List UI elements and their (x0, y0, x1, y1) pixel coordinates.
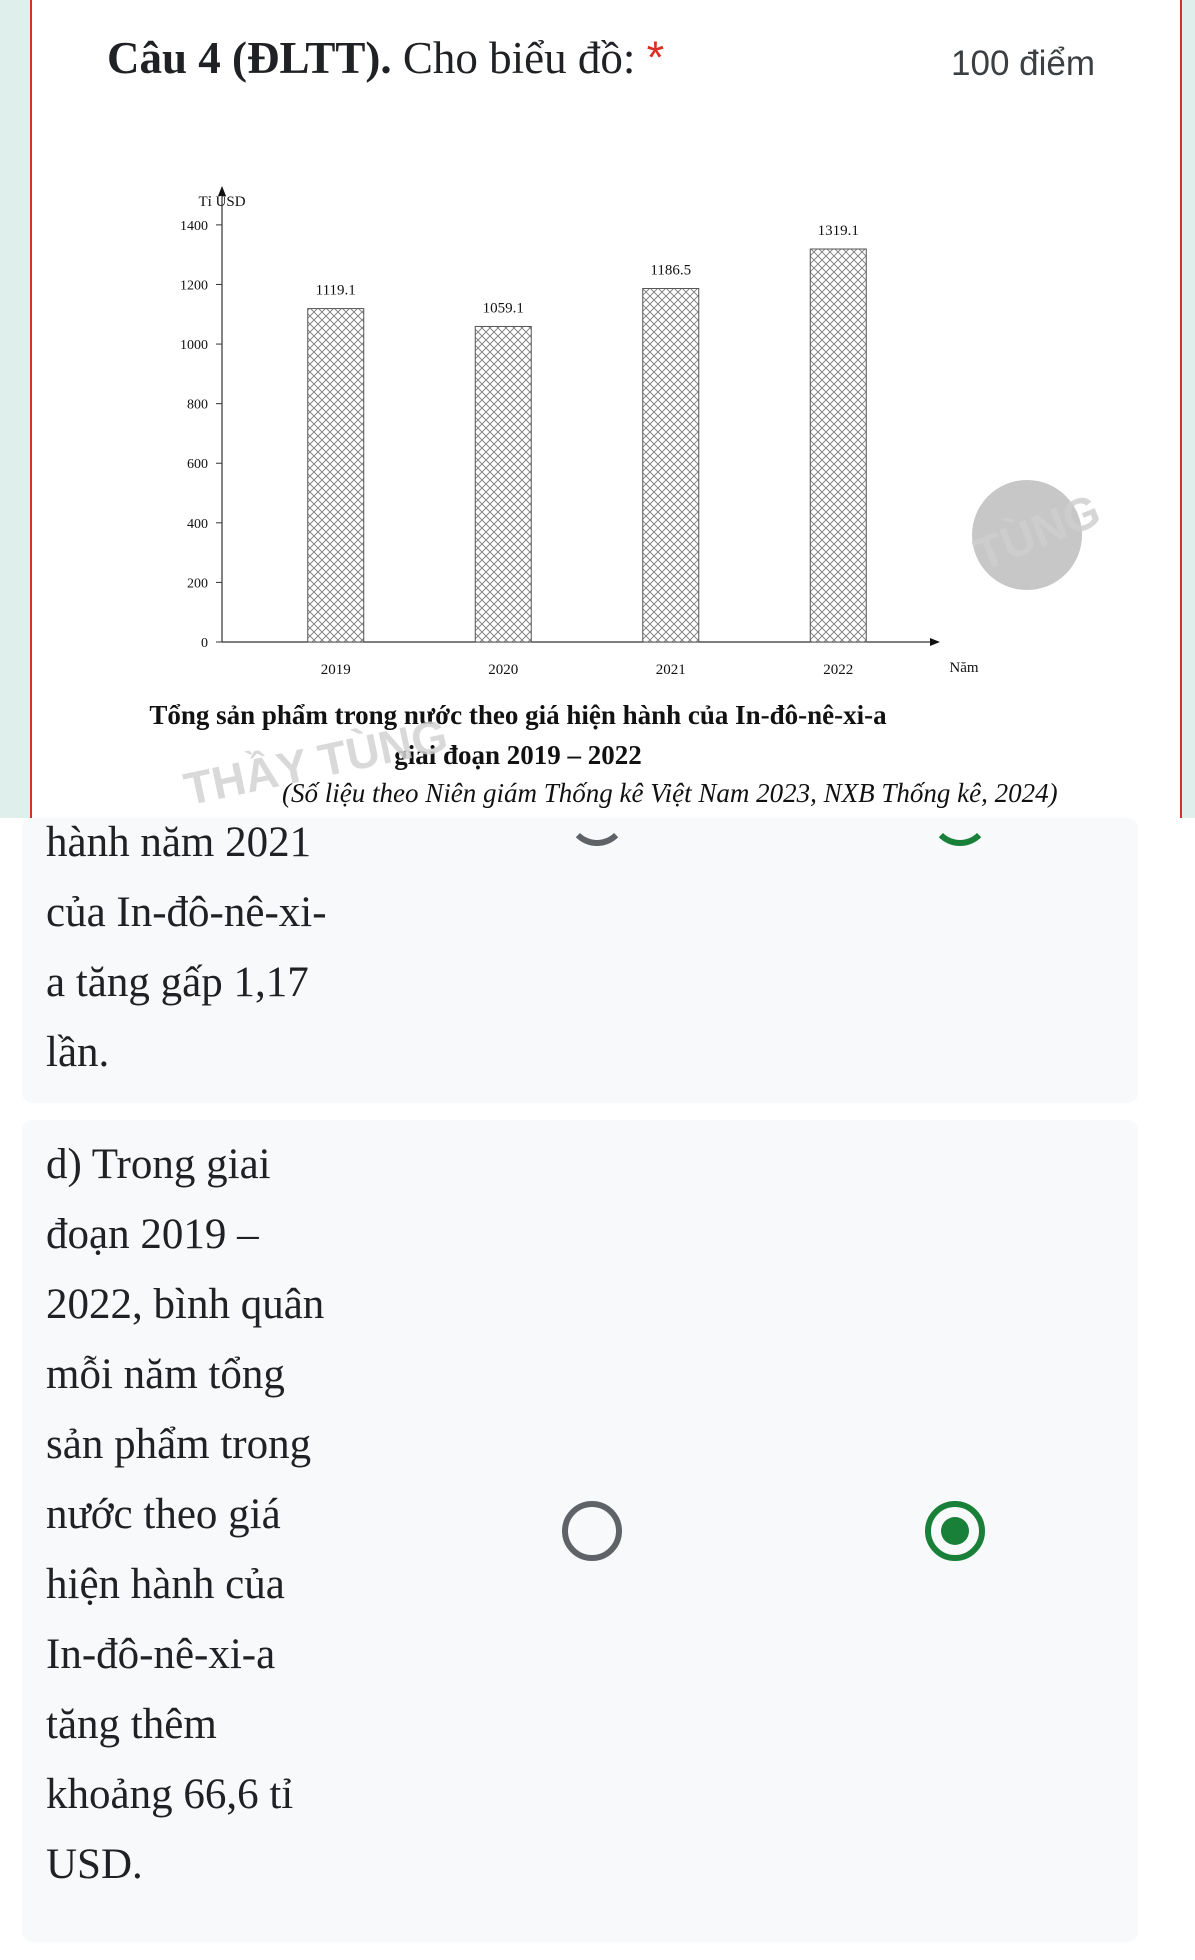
bar-value-label: 1119.1 (315, 282, 356, 299)
y-tick-label: 1400 (180, 218, 208, 234)
points-label: 100 điểm (951, 44, 1095, 83)
bar-2019 (308, 309, 364, 642)
option-c-card (22, 818, 1138, 1103)
y-tick-label: 200 (187, 576, 208, 592)
x-axis-arrow (930, 638, 940, 646)
chart-area (102, 180, 1108, 700)
bar-chart (102, 180, 1102, 700)
x-tick-label: 2022 (823, 662, 854, 678)
y-tick-label: 0 (201, 636, 208, 651)
y-tick-label: 400 (187, 516, 208, 532)
option-c-text: hành năm 2021 của In-đô-nê-xi- a tăng gấp 1,17 lần. (46, 819, 327, 1076)
chart-title-line1: Tổng sản phẩm trong nước theo giá hiện hành của In-đô-nê-xi-a (149, 700, 887, 730)
radio-true-d[interactable] (562, 1501, 622, 1561)
y-axis-label: Tỉ USD (198, 194, 246, 210)
bar-value-label: 1319.1 (817, 222, 859, 239)
chart-title-line2: giai đoạn 2019 – 2022 (394, 740, 642, 770)
bar-value-label: 1186.5 (650, 262, 692, 279)
bar-2022 (810, 249, 866, 642)
question-title: Câu 4 (ĐLTT). Cho biểu đồ: * (107, 32, 665, 83)
bar-2021 (643, 289, 699, 642)
option-d-text: d) Trong giai đoạn 2019 – 2022, bình quân mỗi năm tổng sản phẩm trong nước theo giá hiện hành của In-đô-nê-xi-a tăng thêm khoảng 66,6 tỉ USD. (46, 1141, 325, 1888)
x-tick-label: 2021 (655, 662, 686, 678)
option-d-card (22, 1120, 1138, 1942)
x-axis-label: Năm (949, 660, 979, 676)
x-tick-label: 2019 (320, 662, 351, 678)
chart-source: (Số liệu theo Niên giám Thống kê Việt Nam 2023, NXB Thống kê, 2024) (282, 778, 1058, 808)
bar-2020 (475, 326, 531, 642)
bar-value-label: 1059.1 (482, 300, 524, 317)
options-area (0, 818, 1195, 1960)
required-mark: * (646, 32, 665, 83)
watermark-bottom: THẦY TÙNG (179, 708, 452, 816)
radio-false-d[interactable] (925, 1501, 985, 1561)
y-tick-label: 1200 (180, 278, 208, 294)
question-card (30, 0, 1182, 818)
y-tick-label: 1000 (180, 338, 208, 354)
x-tick-label: 2020 (488, 662, 519, 678)
y-tick-label: 600 (187, 457, 208, 473)
watermark-top: TÙNG (967, 483, 1108, 581)
y-tick-label: 800 (187, 397, 208, 413)
radio-true-c[interactable] (567, 786, 627, 846)
radio-false-c[interactable] (930, 786, 990, 846)
